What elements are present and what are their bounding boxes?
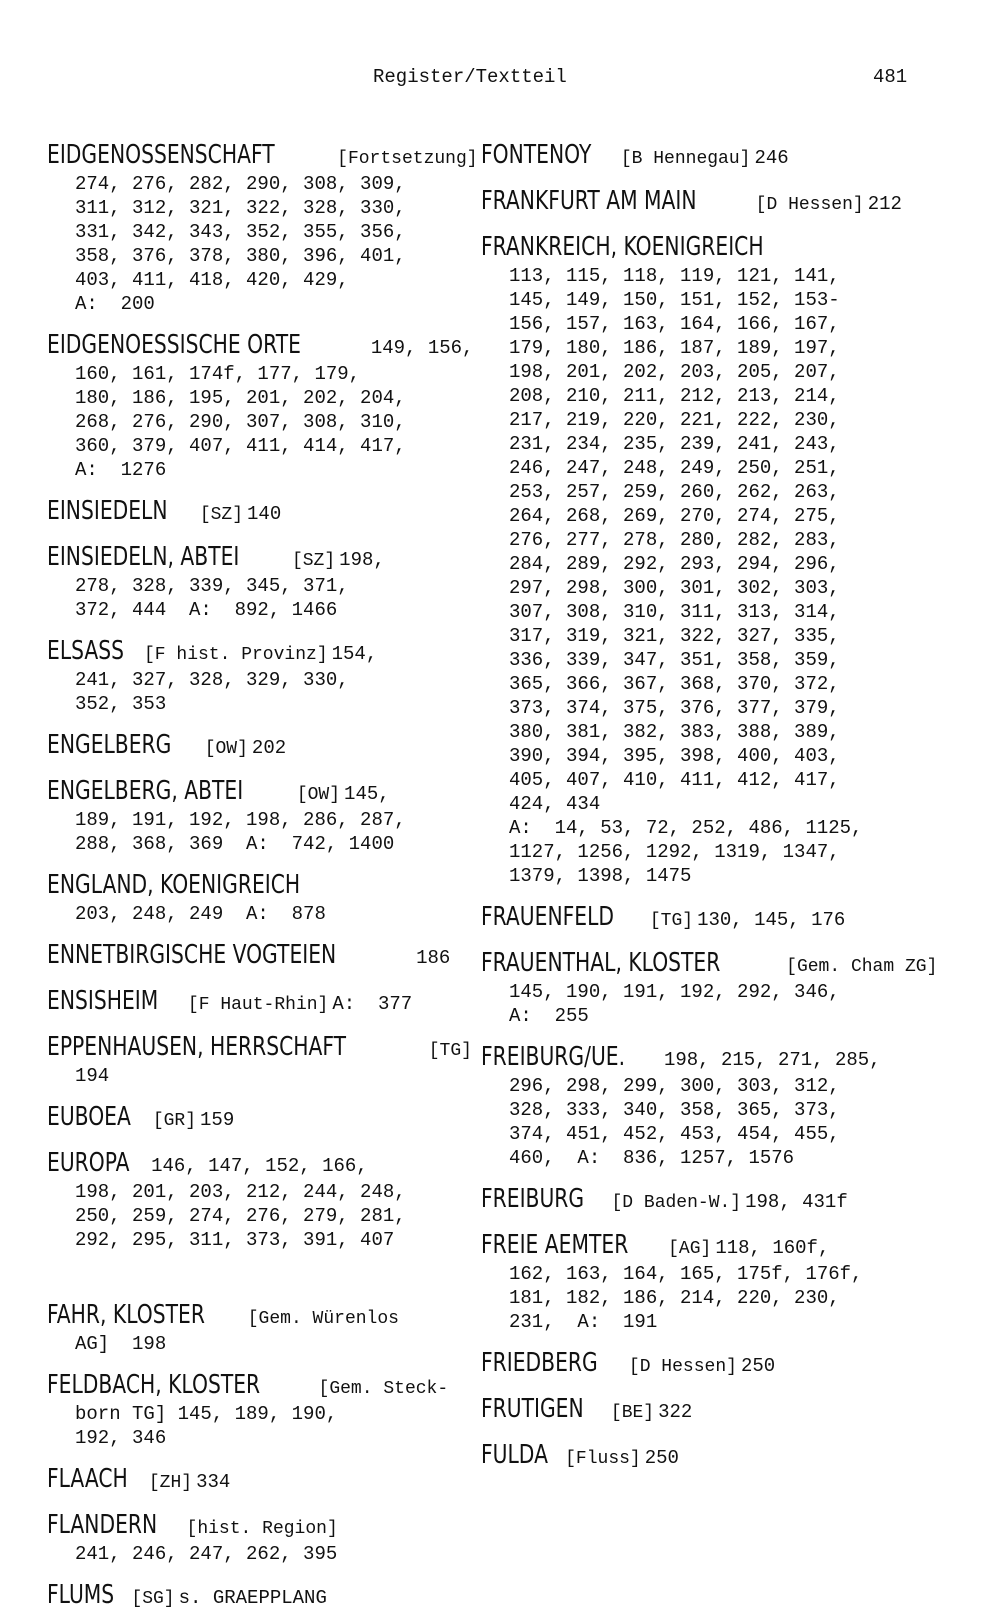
entry-annotation: [Gem. Würenlos (247, 1309, 399, 1329)
index-entry (481, 1228, 951, 1334)
entry-heading-row (47, 328, 477, 362)
entry-page-refs: 130, 145, 176 (697, 909, 846, 931)
entry-annotation: [F Haut-Rhin] (187, 995, 329, 1015)
entry-continuation-line: A: 14, 53, 72, 252, 486, 1125, (509, 817, 863, 839)
index-entry (481, 1040, 951, 1170)
index-entry (47, 938, 477, 972)
entry-heading-row (47, 984, 477, 1018)
index-entry (47, 540, 477, 622)
index-entry (47, 774, 477, 856)
entry-continuation-line: 264, 268, 269, 270, 274, 275, (509, 505, 840, 527)
entry-heading: FULDA (481, 1440, 548, 1470)
entry-heading: FREIBURG (481, 1184, 585, 1214)
entry-continuation-line: 274, 276, 282, 290, 308, 309, (75, 173, 406, 195)
entry-heading-row (47, 774, 477, 808)
entry-continuation-line: AG] 198 (75, 1333, 167, 1355)
entry-continuation-line: 374, 451, 452, 453, 454, 455, (509, 1123, 840, 1145)
index-entry (481, 1438, 951, 1472)
index-entry (47, 328, 477, 482)
entry-heading-row (47, 138, 477, 172)
entry-annotation: [TG] (649, 911, 694, 931)
entry-heading-row (481, 1228, 951, 1262)
entry-annotation: [hist. Region] (186, 1519, 338, 1539)
entry-heading-row (47, 1578, 477, 1612)
entry-annotation: [GR] (152, 1111, 197, 1131)
entry-heading-row (47, 494, 477, 528)
entry-continuation-line: 198, 201, 202, 203, 205, 207, (509, 361, 840, 383)
entry-page-refs: 250 (644, 1447, 679, 1469)
entry-heading: EIDGENOESSISCHE ORTE (47, 330, 301, 360)
entry-heading-row (481, 900, 951, 934)
entry-heading: EIDGENOSSENSCHAFT (47, 140, 275, 170)
entry-heading: ENGELBERG (47, 730, 172, 760)
entry-page-refs: 212 (867, 193, 902, 215)
entry-annotation: [B Hennegau] (620, 149, 751, 169)
index-entry (481, 1346, 951, 1380)
index-entry (47, 138, 477, 316)
index-entry (47, 1100, 477, 1134)
entry-annotation: [Fortsetzung] (337, 149, 478, 169)
entry-continuation-line: 403, 411, 418, 420, 429, (75, 269, 349, 291)
entry-annotation: [AG] (668, 1239, 712, 1259)
index-entry (481, 946, 951, 1028)
entry-continuation-line: 296, 298, 299, 300, 303, 312, (509, 1075, 840, 1097)
entry-continuation-line: 268, 276, 290, 307, 308, 310, (75, 411, 406, 433)
entry-annotation: [BE] (610, 1403, 655, 1423)
entry-annotation: [SZ] (199, 505, 244, 525)
entry-annotation: [D Hessen] (755, 195, 864, 215)
entry-continuation-line: 311, 312, 321, 322, 328, 330, (75, 197, 406, 219)
entry-continuation-line: 189, 191, 192, 198, 286, 287, (75, 809, 406, 831)
entry-annotation: [OW] (296, 785, 341, 805)
entry-annotation: [ZH] (148, 1473, 193, 1493)
entry-heading-row (47, 540, 477, 574)
entry-annotation: [Fluss] (565, 1449, 641, 1469)
entry-continuation-line: 380, 381, 382, 383, 388, 389, (509, 721, 840, 743)
entry-continuation-line: 192, 346 (75, 1427, 167, 1449)
index-entry (47, 1578, 477, 1612)
entry-heading: EPPENHAUSEN, HERRSCHAFT (47, 1032, 347, 1062)
entry-continuation-line: 181, 182, 186, 214, 220, 230, (509, 1287, 840, 1309)
entry-heading: FRANKFURT AM MAIN (481, 186, 697, 216)
entry-heading-row (47, 1030, 477, 1064)
entry-heading-row (47, 1508, 477, 1542)
index-entry (481, 138, 951, 172)
entry-heading-row (481, 1182, 951, 1216)
entry-continuation-line: 460, A: 836, 1257, 1576 (509, 1147, 795, 1169)
entry-continuation-line: 352, 353 (75, 693, 167, 715)
entry-annotation: [F hist. Provinz] (143, 645, 328, 665)
entry-continuation-line: 179, 180, 186, 187, 189, 197, (509, 337, 840, 359)
entry-continuation-line: 331, 342, 343, 352, 355, 356, (75, 221, 406, 243)
entry-page-refs: 246 (754, 147, 789, 169)
entry-heading-row (481, 946, 951, 980)
entry-heading: FRAUENFELD (481, 902, 615, 932)
entry-heading-row (481, 184, 951, 218)
entry-heading: EUBOEA (47, 1102, 131, 1132)
entry-heading: ENSISHEIM (47, 986, 159, 1016)
entry-heading-row (481, 1438, 951, 1472)
entry-gap (47, 1264, 477, 1298)
entry-continuation-line: 145, 149, 150, 151, 152, 153- (509, 289, 840, 311)
index-entry (481, 1182, 951, 1216)
entry-continuation-line: 373, 374, 375, 376, 377, 379, (509, 697, 840, 719)
index-entry (481, 1392, 951, 1426)
entry-heading-row (47, 868, 477, 902)
entry-continuation-line: 297, 298, 300, 301, 302, 303, (509, 577, 840, 599)
index-entry (481, 900, 951, 934)
entry-heading: EUROPA (47, 1148, 130, 1178)
entry-continuation-line: 276, 277, 278, 280, 282, 283, (509, 529, 840, 551)
entry-heading: ENGELBERG, ABTEI (47, 776, 244, 806)
entry-continuation-line: 405, 407, 410, 411, 412, 417, (509, 769, 840, 791)
entry-heading: EINSIEDELN (47, 496, 168, 526)
entry-continuation-line: A: 1276 (75, 459, 167, 481)
entry-continuation-line: 278, 328, 339, 345, 371, (75, 575, 349, 597)
entry-continuation-line: 284, 289, 292, 293, 294, 296, (509, 553, 840, 575)
entry-heading-row (47, 634, 477, 668)
entry-annotation: [D Baden-W.] (611, 1193, 742, 1213)
entry-heading-row (481, 1346, 951, 1380)
entry-annotation: [D Hessen] (628, 1357, 737, 1377)
entry-continuation-line: 194 (75, 1065, 110, 1087)
entry-continuation-line: born TG] 145, 189, 190, (75, 1403, 338, 1425)
entry-annotation: [Gem. Cham ZG] (786, 957, 938, 977)
index-entry (47, 494, 477, 528)
entry-continuation-line: A: 255 (509, 1005, 589, 1027)
entry-continuation-line: 241, 246, 247, 262, 395 (75, 1543, 338, 1565)
entry-annotation: [SG] (131, 1589, 175, 1609)
entry-continuation-line: 358, 376, 378, 380, 396, 401, (75, 245, 406, 267)
entry-heading: FONTENOY (481, 140, 592, 170)
entry-heading: FRIEDBERG (481, 1348, 598, 1378)
entry-continuation-line: 162, 163, 164, 165, 175f, 176f, (509, 1263, 863, 1285)
entry-continuation-line: 1379, 1398, 1475 (509, 865, 692, 887)
entry-heading-row (47, 1298, 477, 1332)
entry-heading: FRUTIGEN (481, 1394, 584, 1424)
entry-page-refs: 198, (339, 549, 385, 571)
entry-heading-row (47, 728, 477, 762)
entry-heading: FREIBURG/UE. (481, 1042, 626, 1072)
entry-page-refs: 159 (200, 1109, 235, 1131)
entry-continuation-line: 288, 368, 369 A: 742, 1400 (75, 833, 395, 855)
index-entry (47, 1508, 477, 1566)
entry-continuation-line: 390, 394, 395, 398, 400, 403, (509, 745, 840, 767)
index-entry (47, 634, 477, 716)
page-number: 481 (873, 66, 908, 88)
entry-continuation-line: 360, 379, 407, 411, 414, 417, (75, 435, 406, 457)
entry-continuation-line: 203, 248, 249 A: 878 (75, 903, 326, 925)
entry-continuation-line: 336, 339, 347, 351, 358, 359, (509, 649, 840, 671)
index-entry (47, 1030, 477, 1088)
entry-heading: EINSIEDELN, ABTEI (47, 542, 240, 572)
entry-page-refs: 154, (331, 643, 378, 665)
entry-heading-row (481, 230, 951, 264)
entry-continuation-line: 1127, 1256, 1292, 1319, 1347, (509, 841, 840, 863)
entry-continuation-line: 198, 201, 203, 212, 244, 248, (75, 1181, 406, 1203)
entry-continuation-line: 424, 434 (509, 793, 601, 815)
entry-continuation-line: 292, 295, 311, 373, 391, 407 (75, 1229, 395, 1251)
entry-heading: FLUMS (47, 1580, 115, 1610)
index-entry (481, 230, 951, 888)
entry-heading: FLAACH (47, 1464, 128, 1494)
entry-continuation-line: 307, 308, 310, 311, 313, 314, (509, 601, 840, 623)
left-column (47, 138, 477, 1624)
index-entry (47, 1462, 477, 1496)
entry-continuation-line: 156, 157, 163, 164, 166, 167, (509, 313, 840, 335)
index-entry (47, 868, 477, 926)
index-entry (47, 728, 477, 762)
entry-heading-row (47, 1146, 477, 1180)
entry-continuation-line: 113, 115, 118, 119, 121, 141, (509, 265, 840, 287)
entry-continuation-line: 217, 219, 220, 221, 222, 230, (509, 409, 840, 431)
entry-page-refs: 149, 156, (370, 337, 474, 359)
page-header (0, 66, 1000, 96)
entry-annotation: [OW] (204, 739, 248, 759)
entry-page-refs: 145, (344, 783, 390, 805)
index-entry (47, 1298, 477, 1356)
entry-heading: FLANDERN (47, 1510, 158, 1540)
entry-heading: FAHR, KLOSTER (47, 1300, 205, 1330)
index-entry (481, 184, 951, 218)
entry-heading: FELDBACH, KLOSTER (47, 1370, 261, 1400)
entry-heading: FRANKREICH, KOENIGREICH (481, 232, 764, 262)
entry-heading: FRAUENTHAL, KLOSTER (481, 948, 721, 978)
entry-page-refs: 250 (740, 1355, 776, 1377)
entry-page-refs: 322 (658, 1401, 693, 1423)
entry-continuation-line: A: 200 (75, 293, 155, 315)
entry-continuation-line: 246, 247, 248, 249, 250, 251, (509, 457, 840, 479)
entry-page-refs: 334 (196, 1471, 231, 1493)
entry-continuation-line: 328, 333, 340, 358, 365, 373, (509, 1099, 840, 1121)
entry-heading-row (481, 138, 951, 172)
entry-page-refs: 118, 160f, (715, 1237, 830, 1259)
entry-page-refs: s. GRAEPPLANG (178, 1587, 327, 1609)
entry-annotation: [SZ] (291, 551, 336, 571)
entry-continuation-line: 372, 444 A: 892, 1466 (75, 599, 338, 621)
entry-page-refs: 186 (416, 947, 451, 969)
entry-heading: ENGLAND, KOENIGREICH (47, 870, 301, 900)
entry-heading: FREIE AEMTER (481, 1230, 629, 1260)
entry-continuation-line: 250, 259, 274, 276, 279, 281, (75, 1205, 406, 1227)
entry-continuation-line: 317, 319, 321, 322, 327, 335, (509, 625, 840, 647)
entry-heading-row (47, 1100, 477, 1134)
entry-heading: ELSASS (47, 636, 124, 666)
index-entry (47, 1146, 477, 1252)
entry-heading-row (47, 1368, 477, 1402)
running-title: Register/Textteil (373, 66, 567, 88)
entry-continuation-line: 208, 210, 211, 212, 213, 214, (509, 385, 840, 407)
index-entry (47, 984, 477, 1018)
entry-heading: ENNETBIRGISCHE VOGTEIEN (47, 940, 337, 970)
entry-continuation-line: 145, 190, 191, 192, 292, 346, (509, 981, 840, 1003)
entry-continuation-line: 231, 234, 235, 239, 241, 243, (509, 433, 840, 455)
right-column (481, 138, 951, 1484)
entry-heading-row (47, 1462, 477, 1496)
entry-page-refs: 146, 147, 152, 166, (151, 1155, 368, 1177)
entry-continuation-line: 253, 257, 259, 260, 262, 263, (509, 481, 840, 503)
entry-page-refs: 198, 215, 271, 285, (663, 1049, 881, 1071)
entry-page-refs: 140 (247, 503, 282, 525)
entry-continuation-line: 231, A: 191 (509, 1311, 658, 1333)
entry-page-refs: A: 377 (332, 993, 413, 1015)
entry-continuation-line: 365, 366, 367, 368, 370, 372, (509, 673, 840, 695)
entry-heading-row (47, 938, 477, 972)
entry-heading-row (481, 1392, 951, 1426)
entry-continuation-line: 241, 327, 328, 329, 330, (75, 669, 349, 691)
entry-annotation: [Gem. Steck- (318, 1379, 449, 1399)
entry-continuation-line: 180, 186, 195, 201, 202, 204, (75, 387, 406, 409)
entry-heading-row (481, 1040, 951, 1074)
entry-page-refs: 202 (251, 737, 287, 759)
entry-annotation: [TG] (428, 1041, 472, 1061)
entry-page-refs: 198, 431f (745, 1191, 848, 1213)
entry-continuation-line: 160, 161, 174f, 177, 179, (75, 363, 361, 385)
index-entry (47, 1368, 477, 1450)
